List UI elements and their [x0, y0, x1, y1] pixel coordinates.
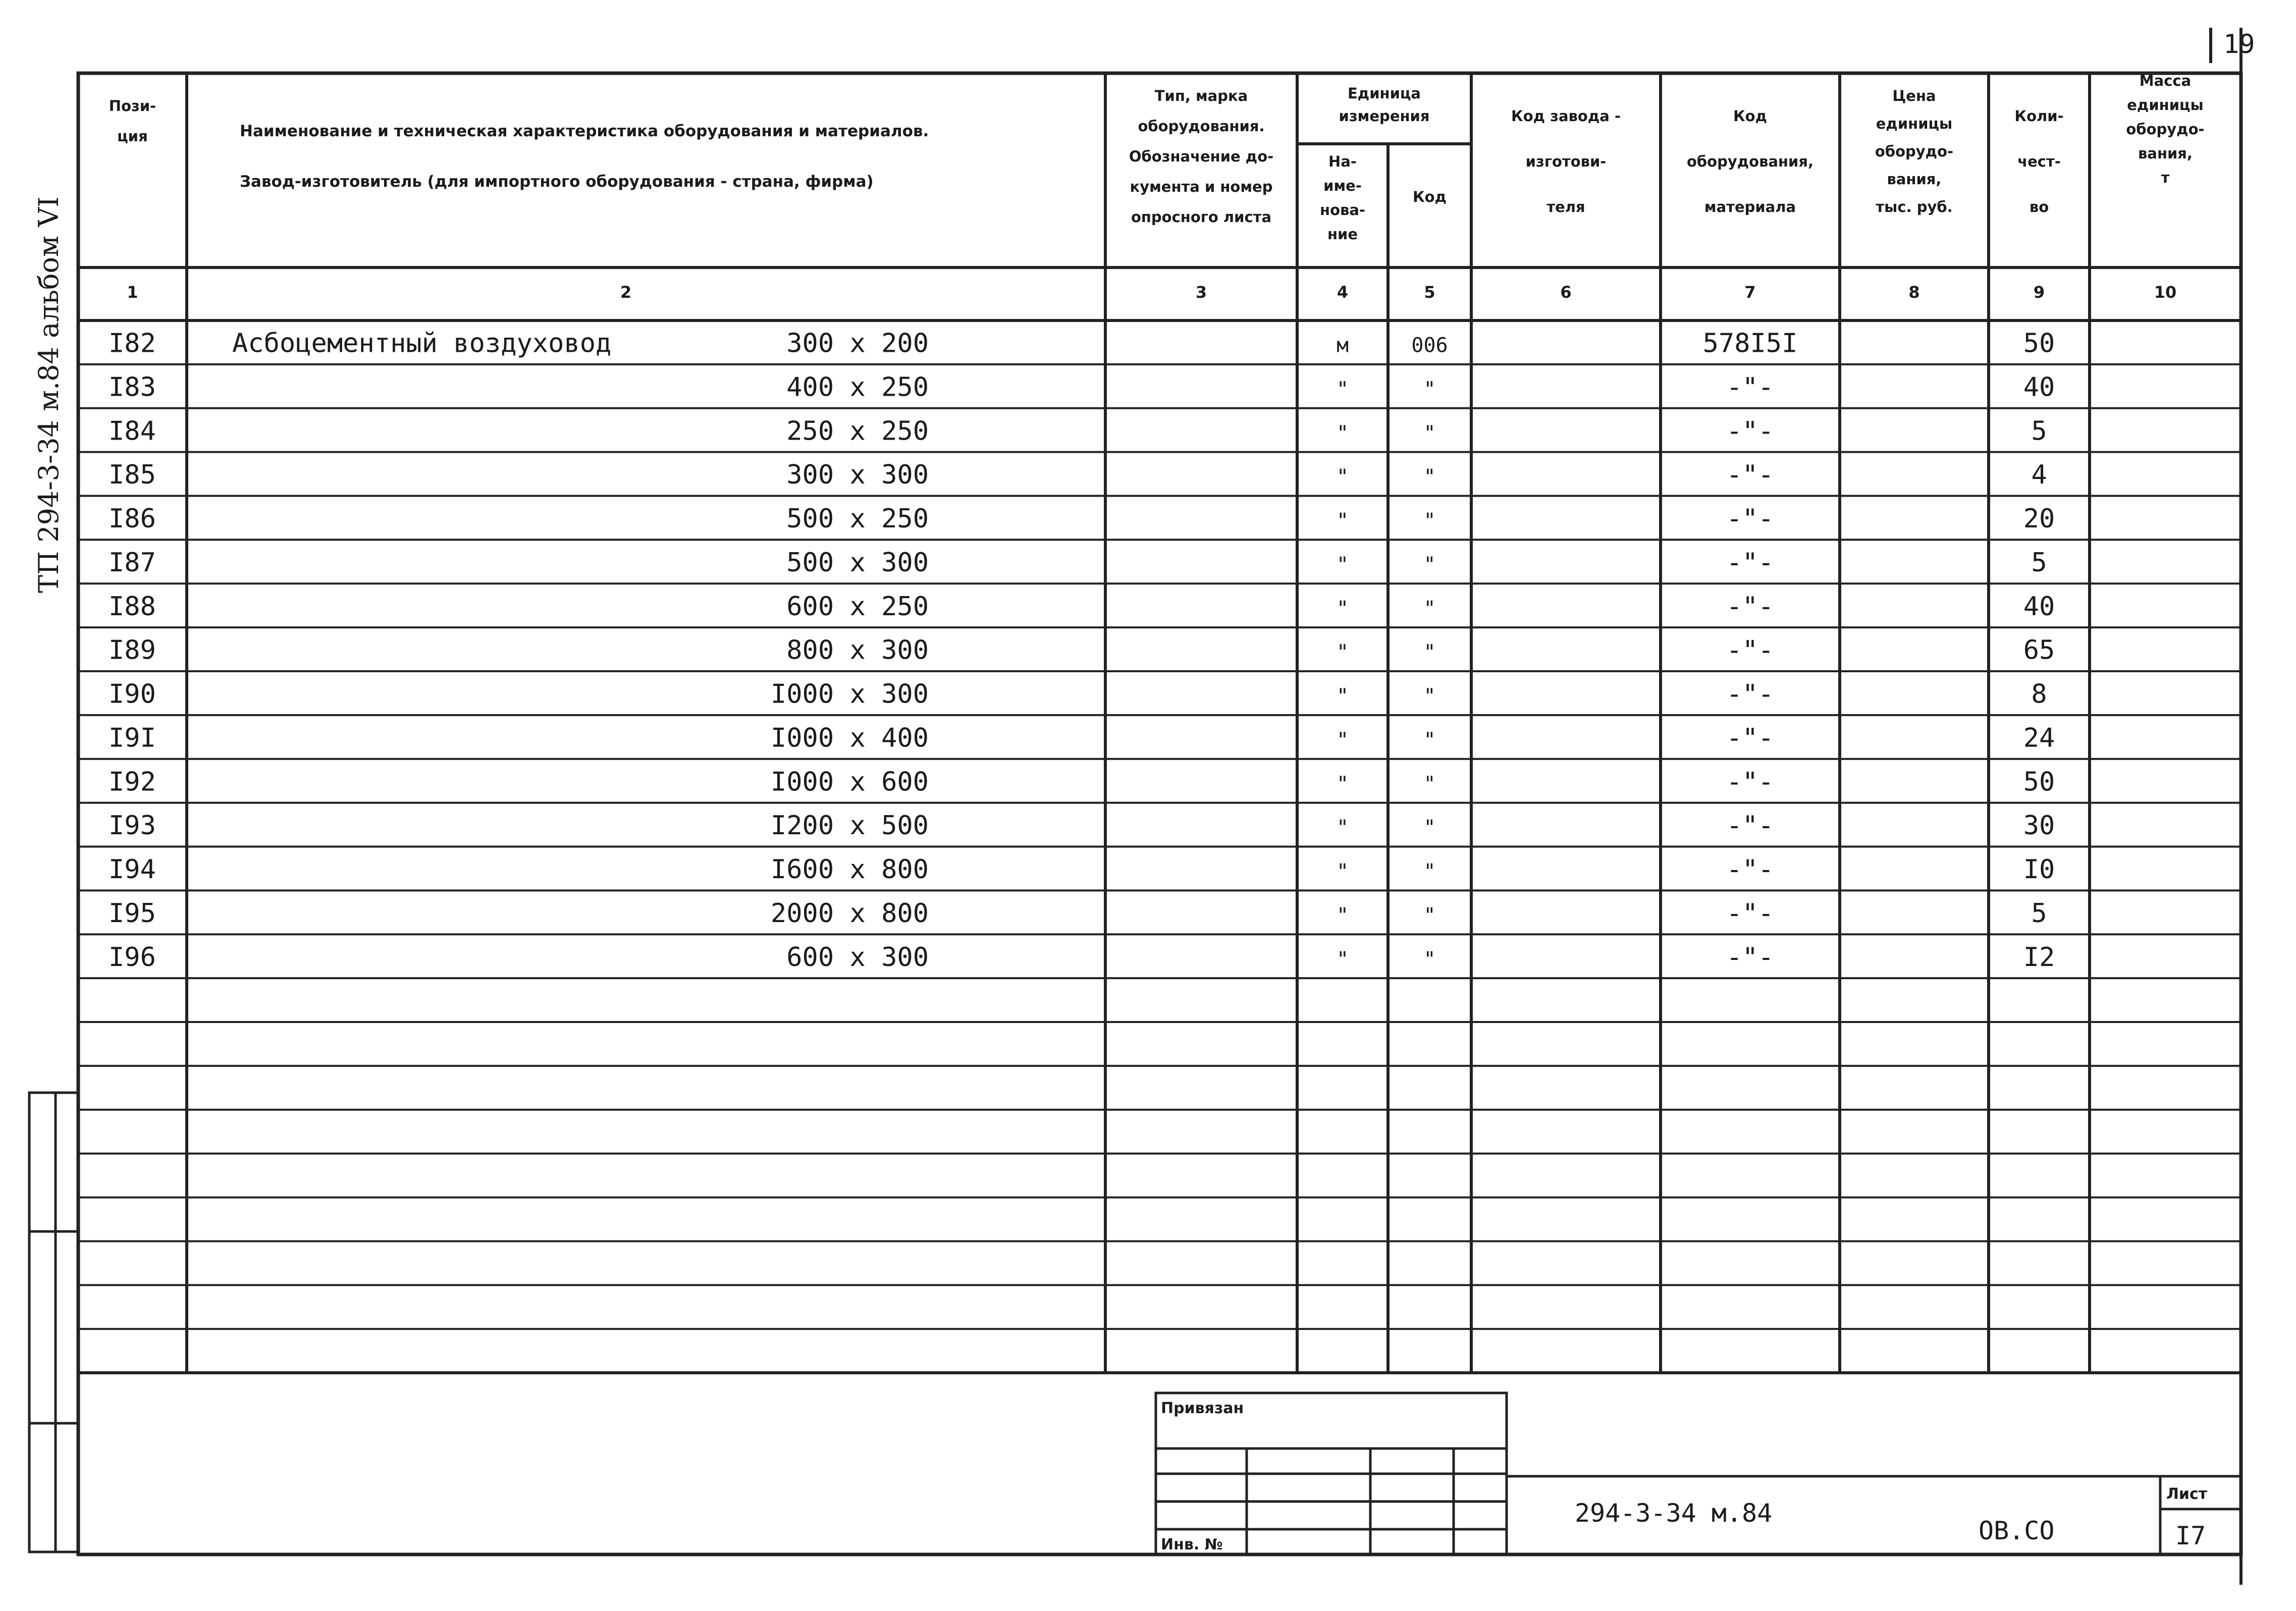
header-col-8-line-3: оборудо-	[1875, 143, 1954, 160]
header-col-9-line-2: чест-	[2017, 153, 2061, 170]
row-quantity: 50	[2023, 767, 2055, 797]
row-material-code: -"-	[1726, 416, 1774, 447]
row-unit: "	[1336, 684, 1349, 708]
row-unit: "	[1336, 509, 1349, 533]
table-row	[109, 329, 2055, 359]
row-quantity: I2	[2023, 942, 2055, 973]
table-row	[109, 592, 2055, 622]
row-unit-code: "	[1423, 640, 1436, 664]
row-quantity: 5	[2031, 547, 2047, 578]
row-unit-code: "	[1423, 597, 1436, 620]
column-number-2: 2	[620, 283, 632, 302]
row-material-code: -"-	[1726, 372, 1774, 403]
column-number-7: 7	[1744, 283, 1756, 302]
row-material-code: -"-	[1726, 679, 1774, 710]
header-col-5-line-1: Код	[1412, 188, 1447, 205]
row-size: I000 x 300	[770, 679, 929, 710]
header-col-7-line-1: Код	[1733, 108, 1768, 125]
row-position: I94	[109, 854, 156, 885]
row-unit: "	[1336, 640, 1349, 664]
header-col-10-line-4: вания,	[2138, 145, 2193, 162]
column-number-3: 3	[1195, 283, 1207, 302]
header-col-4-line-3: нова-	[1320, 201, 1365, 219]
row-position: I84	[109, 416, 156, 447]
header-col-3-line-5: опросного листа	[1131, 208, 1272, 226]
row-unit: "	[1336, 465, 1349, 489]
row-position: I83	[109, 372, 156, 403]
header-col-8-line-4: вания,	[1887, 171, 1942, 188]
side-title: ТП 294-3-34 м.84 альбом VI	[33, 196, 65, 593]
page-number: 19	[2223, 29, 2255, 60]
header-col-8-line-2: единицы	[1876, 115, 1953, 132]
table-body	[109, 329, 2055, 973]
header-col-10-line-2: единицы	[2127, 96, 2204, 114]
row-quantity: I0	[2023, 854, 2055, 885]
row-unit: "	[1336, 378, 1349, 401]
header-col-9-line-1: Коли-	[2014, 108, 2064, 125]
left-margin-stamp	[29, 1093, 78, 1552]
header-col-7-line-2: оборудования,	[1686, 153, 1814, 170]
row-position: I95	[109, 898, 156, 929]
table-header	[109, 72, 2205, 243]
row-material-code: -"-	[1726, 898, 1774, 929]
header-col-3-line-3: Обозначение до-	[1129, 148, 1274, 165]
row-position: I90	[109, 679, 156, 710]
row-position: I9I	[109, 723, 156, 754]
page-number-box	[2211, 28, 2241, 1585]
unit-group-label-line-2: измерения	[1339, 108, 1430, 125]
row-quantity: 65	[2023, 635, 2055, 666]
row-unit-code: "	[1423, 465, 1436, 489]
header-col-2-line-2: Завод-изготовитель (для импортного оборудования - страна, фирма)	[240, 173, 874, 191]
bound-label: Привязан	[1161, 1400, 1244, 1417]
row-unit-code: "	[1423, 903, 1436, 927]
header-col-9-line-3: во	[2029, 198, 2049, 216]
row-size: 300 x 200	[786, 328, 929, 359]
row-quantity: 4	[2031, 460, 2047, 491]
row-unit: м	[1336, 334, 1349, 357]
header-col-4-line-4: ние	[1327, 226, 1358, 243]
header-col-6-line-2: изготови-	[1525, 153, 1607, 170]
row-quantity: 8	[2031, 679, 2047, 710]
row-position: I93	[109, 811, 156, 841]
row-size: 600 x 300	[786, 942, 929, 973]
table-row	[109, 811, 2055, 841]
row-size: 2000 x 800	[770, 898, 929, 929]
header-col-10-line-5: т	[2161, 169, 2170, 186]
column-grid	[78, 73, 2241, 1373]
header-col-8-line-1: Цена	[1892, 87, 1936, 104]
row-size: 300 x 300	[786, 460, 929, 491]
header-col-1-line-2: ция	[117, 128, 148, 145]
row-unit-code: "	[1423, 378, 1436, 401]
row-unit-code: "	[1423, 509, 1436, 533]
row-size: 400 x 250	[786, 372, 929, 403]
sheet-number: I7	[2175, 1521, 2206, 1550]
table-row	[109, 504, 2055, 534]
row-size: 800 x 300	[786, 635, 929, 666]
table-row	[109, 767, 2055, 797]
row-material-code: -"-	[1726, 942, 1774, 973]
row-material-code: -"-	[1726, 767, 1774, 797]
table-row	[109, 372, 2055, 402]
row-size: 250 x 250	[786, 416, 929, 447]
table-row	[109, 854, 2055, 885]
row-unit: "	[1336, 553, 1349, 576]
table-row	[109, 635, 2055, 666]
row-material-code: -"-	[1726, 723, 1774, 754]
row-position: I96	[109, 942, 156, 973]
column-number-9: 9	[2033, 283, 2045, 302]
row-unit-code: "	[1423, 553, 1436, 576]
column-number-10: 10	[2154, 283, 2177, 302]
unit-group-label-line-1: Единица	[1348, 85, 1421, 102]
header-col-4-line-1: На-	[1328, 153, 1357, 170]
row-size: I200 x 500	[770, 811, 929, 841]
header-col-3-line-2: оборудования.	[1138, 118, 1265, 135]
bottom-stamp	[1156, 1393, 2241, 1554]
row-unit: "	[1336, 597, 1349, 620]
column-number-6: 6	[1560, 283, 1572, 302]
row-position: I89	[109, 635, 156, 666]
table-row	[109, 942, 2055, 973]
row-position: I86	[109, 504, 156, 534]
table-row	[109, 548, 2047, 578]
row-quantity: 30	[2023, 811, 2055, 841]
table-row	[109, 679, 2047, 710]
row-name: Асбоцементный воздуховод	[232, 328, 612, 359]
row-unit: "	[1336, 421, 1349, 445]
row-material-code: -"-	[1726, 547, 1774, 578]
row-size: 600 x 250	[786, 591, 929, 622]
row-material-code: -"-	[1726, 504, 1774, 534]
row-lines	[78, 364, 2241, 1329]
table-row	[109, 460, 2047, 490]
row-size: I000 x 600	[770, 767, 929, 797]
row-position: I88	[109, 591, 156, 622]
column-number-8: 8	[1908, 283, 1920, 302]
row-quantity: 5	[2031, 898, 2047, 929]
header-col-6-line-1: Код завода -	[1511, 108, 1621, 125]
row-unit-code: "	[1423, 772, 1436, 796]
doc-mark: ОВ.СО	[1979, 1516, 2055, 1545]
table-row	[109, 723, 2055, 753]
row-quantity: 24	[2023, 723, 2055, 754]
row-size: I600 x 800	[770, 854, 929, 885]
header-col-2-line-1: Наименование и техническая характеристика оборудования и материалов.	[240, 122, 929, 140]
row-unit-code: 006	[1411, 334, 1448, 357]
row-unit: "	[1336, 772, 1349, 796]
header-col-4-line-2: име-	[1323, 177, 1362, 194]
header-col-10-line-1: Масса	[2139, 72, 2192, 89]
row-quantity: 20	[2023, 504, 2055, 534]
row-unit-code: "	[1423, 684, 1436, 708]
row-material-code: -"-	[1726, 635, 1774, 666]
row-material-code: -"-	[1726, 811, 1774, 841]
row-unit: "	[1336, 903, 1349, 927]
column-number-row	[127, 283, 2176, 302]
row-unit: "	[1336, 860, 1349, 884]
row-position: I87	[109, 547, 156, 578]
table-row	[109, 416, 2047, 446]
column-number-4: 4	[1337, 283, 1349, 302]
header-col-1-line-1: Пози-	[109, 97, 156, 115]
table-row	[109, 898, 2047, 929]
row-unit: "	[1336, 728, 1349, 752]
row-position: I92	[109, 767, 156, 797]
row-material-code: -"-	[1726, 854, 1774, 885]
row-unit: "	[1336, 947, 1349, 971]
row-position: I82	[109, 328, 156, 359]
row-material-code: 578I5I	[1702, 328, 1798, 359]
row-quantity: 40	[2023, 591, 2055, 622]
header-col-6-line-3: теля	[1546, 198, 1585, 216]
row-unit-code: "	[1423, 860, 1436, 884]
doc-code: 294-3-34 м.84	[1575, 1498, 1773, 1528]
header-col-7-line-3: материала	[1704, 198, 1796, 216]
row-unit-code: "	[1423, 421, 1436, 445]
row-unit-code: "	[1423, 728, 1436, 752]
row-quantity: 40	[2023, 372, 2055, 403]
row-material-code: -"-	[1726, 460, 1774, 491]
row-unit: "	[1336, 816, 1349, 840]
row-quantity: 50	[2023, 328, 2055, 359]
row-quantity: 5	[2031, 416, 2047, 447]
row-size: 500 x 250	[786, 504, 929, 534]
row-size: I000 x 400	[770, 723, 929, 754]
row-size: 500 x 300	[786, 547, 929, 578]
header-col-3-line-1: Тип, марка	[1154, 87, 1248, 104]
row-material-code: -"-	[1726, 591, 1774, 622]
inv-label: Инв. №	[1161, 1536, 1223, 1553]
row-position: I85	[109, 460, 156, 491]
header-col-3-line-4: кумента и номер	[1130, 178, 1273, 195]
sheet-label: Лист	[2166, 1485, 2208, 1503]
row-unit-code: "	[1423, 816, 1436, 840]
row-unit-code: "	[1423, 947, 1436, 971]
column-number-5: 5	[1424, 283, 1435, 302]
header-col-8-line-5: тыс. руб.	[1876, 198, 1953, 216]
column-number-1: 1	[127, 283, 138, 302]
header-col-10-line-3: оборудо-	[2126, 121, 2205, 138]
